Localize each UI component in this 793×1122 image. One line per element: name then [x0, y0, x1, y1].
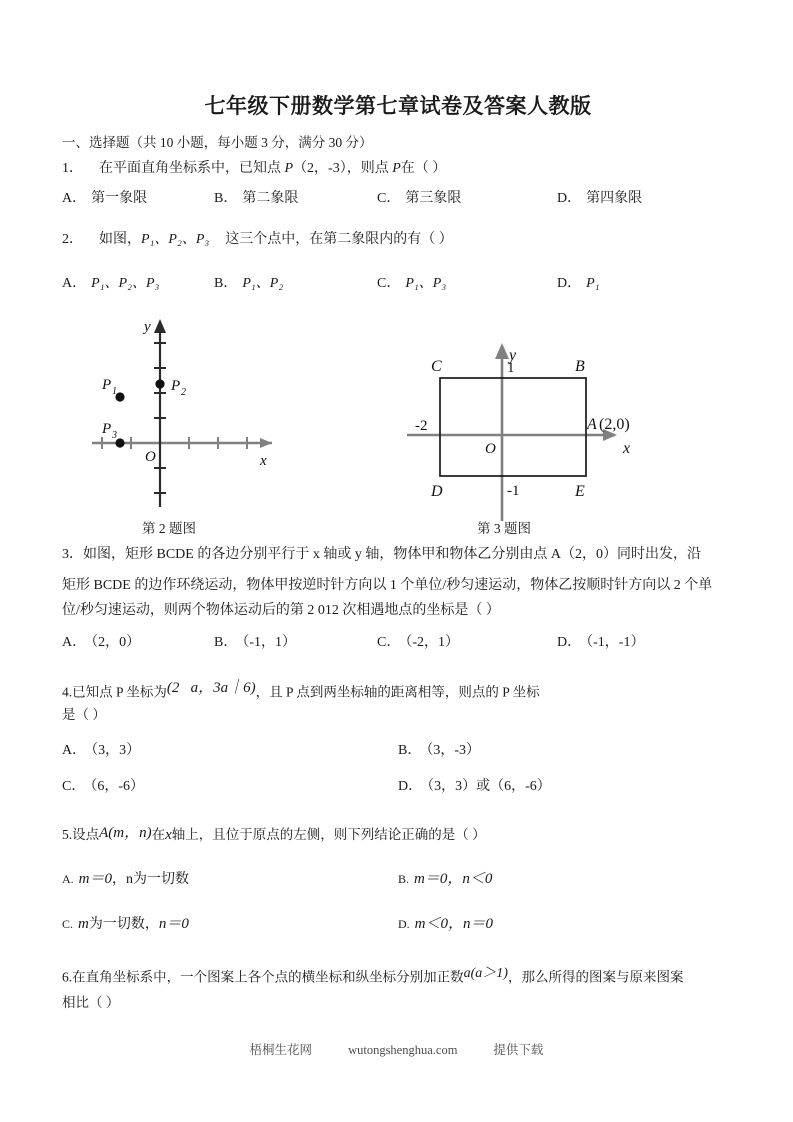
- figure2-label-p2: P: [171, 377, 181, 394]
- question-2: [62, 229, 734, 295]
- figure3-point-a: A: [587, 415, 597, 433]
- question-1: [62, 158, 734, 211]
- question-5: [62, 822, 734, 937]
- option-2c-text: P₁、P₃: [405, 275, 447, 291]
- option-3a-text: （2，0）: [91, 635, 141, 651]
- option-3d-label: D．: [557, 635, 582, 651]
- option-5d-label: D.: [398, 917, 410, 932]
- section-heading: 一、选择题（共 10 小题，每小题 3 分，满分 30 分）: [62, 135, 373, 151]
- figure3-axis-x-label: x: [623, 439, 631, 457]
- question-4-options-row-2: [62, 776, 734, 798]
- question-3-body-2: 矩形 BCDE 的边作环绕运动，物体甲按逆时针方向以 1 个单位/秒匀速运动，物体乙按顺时针方向以 2 个单: [62, 578, 713, 594]
- option-1c[interactable]: [377, 188, 557, 210]
- question-6-stem-line2: 相比（ ）: [62, 995, 120, 1011]
- option-5b-label: B.: [398, 871, 410, 886]
- question-3-line-1: [62, 543, 734, 568]
- option-5c-math: m: [78, 916, 89, 933]
- option-2d[interactable]: [557, 273, 727, 295]
- question-4-stem-line2: 是（ ）: [62, 707, 106, 723]
- option-2b[interactable]: [214, 273, 377, 295]
- option-4d[interactable]: [398, 776, 734, 798]
- question-4-stem: [62, 677, 734, 703]
- option-4b-label: B．: [398, 743, 422, 759]
- question-5-stem-post: 轴上，且位于原点的左侧，则下列结论正确的是（ ）: [171, 826, 486, 842]
- figure2-label-p1: P: [102, 376, 112, 393]
- option-1d[interactable]: [557, 188, 727, 210]
- option-3d[interactable]: [557, 632, 727, 654]
- question-3-options: [62, 632, 734, 654]
- question-5-formula: A(m，n): [99, 824, 152, 841]
- option-1d-text: 第四象限: [586, 191, 643, 207]
- question-5-number: 5.: [62, 826, 73, 842]
- question-4-stem-pre: 已知点 P 坐标为: [72, 684, 167, 700]
- figure2-label-p3: P: [102, 420, 112, 437]
- option-5a-label: A.: [62, 871, 74, 886]
- figure-3-caption: 第 3 题图: [477, 520, 531, 536]
- question-6-stem-post: ，那么所得的图案与原来图案: [507, 969, 684, 985]
- document-content: [62, 94, 734, 1016]
- figure3-vertex-b: B: [575, 357, 585, 375]
- option-3a[interactable]: [62, 632, 214, 654]
- option-2b-text: P₁、P₂: [242, 275, 284, 291]
- option-4a[interactable]: [62, 740, 398, 762]
- figure3-tick-bottom: -1: [507, 482, 520, 499]
- option-4d-label: D．: [398, 778, 423, 794]
- figure2-label-p2-sub: 2: [181, 386, 186, 398]
- figure-question-2: [92, 311, 362, 521]
- option-3b-label: B．: [214, 635, 238, 651]
- option-1c-text: 第三象限: [405, 191, 462, 207]
- question-1-var-p: P: [284, 160, 294, 176]
- option-4b[interactable]: [398, 740, 734, 762]
- question-5-stem-pre: 设点: [72, 826, 100, 842]
- option-5c-text: 为一切数，: [88, 917, 159, 933]
- option-2a-label: A．: [62, 275, 87, 291]
- option-2b-label: B．: [214, 275, 238, 291]
- option-1b-label: B．: [214, 191, 238, 207]
- question-4-formula: (2 a，3a｜6): [166, 679, 256, 696]
- option-1b[interactable]: [214, 188, 377, 210]
- figure2-origin-label: O: [145, 448, 156, 465]
- question-6-stem-pre: 在直角坐标系中，一个图案上各个点的横坐标和纵坐标分别加正数: [72, 969, 464, 985]
- question-5-options-row-1: [62, 867, 734, 891]
- question-2-options: [62, 273, 734, 295]
- question-2-points: P₁、P₂、P₃: [141, 231, 210, 247]
- option-5c[interactable]: [62, 912, 398, 936]
- option-2a-text: P₁、P₂、P₃: [91, 275, 160, 291]
- footer-action: 提供下载: [493, 1043, 544, 1057]
- figure2-axis-x-label: x: [260, 452, 267, 469]
- page-title: 七年级下册数学第七章试卷及答案人教版: [204, 94, 592, 118]
- option-2d-text: P₁: [586, 275, 600, 291]
- figure3-vertex-d: D: [431, 482, 443, 500]
- figure2-point-p2-dot: [155, 379, 164, 388]
- option-5a-math: m＝0: [78, 870, 113, 887]
- question-4-number: 4.: [62, 684, 73, 700]
- option-4c-label: C．: [62, 778, 86, 794]
- option-2c[interactable]: [377, 273, 557, 295]
- option-3b-text: （-1，1）: [242, 635, 297, 651]
- option-5a-text: ，n为一切数: [112, 871, 190, 887]
- question-5-options-row-2: [62, 912, 734, 936]
- footer-site-name: 梧桐生花网: [249, 1043, 313, 1057]
- option-3a-label: A．: [62, 635, 87, 651]
- question-2-number: 2．: [62, 231, 83, 247]
- question-3: [62, 543, 734, 655]
- option-5d[interactable]: [398, 912, 734, 936]
- option-5b[interactable]: [398, 867, 734, 891]
- question-1-stem-tail: 在（ ）: [400, 160, 447, 176]
- question-4-options-row-1: [62, 740, 734, 762]
- option-4d-text: （3，3）或（6，-6）: [427, 778, 551, 794]
- question-5-stem: [62, 822, 734, 847]
- figure3-vertex-c: C: [431, 357, 442, 375]
- figure3-axis-y-label: y: [509, 346, 517, 364]
- question-1-options: [62, 188, 734, 210]
- option-5a[interactable]: [62, 867, 398, 891]
- figure3-tick-left: -2: [415, 417, 428, 434]
- option-3c-text: （-2，1）: [405, 635, 460, 651]
- option-4c-text: （6，-6）: [90, 778, 145, 794]
- question-5-var-x: x: [165, 826, 172, 843]
- option-3d-text: （-1，-1）: [586, 635, 645, 651]
- figure2-axis-y-label: y: [144, 318, 151, 335]
- question-1-stem-pre: 在平面直角坐标系中，已知点: [99, 160, 285, 176]
- question-6: [62, 963, 734, 1014]
- option-4a-label: A．: [62, 743, 87, 759]
- option-3b[interactable]: [214, 632, 377, 654]
- option-5c-math-2: n＝0: [158, 916, 189, 933]
- option-2d-label: D．: [557, 275, 582, 291]
- figure3-point-a-coord: (2,0): [599, 415, 630, 433]
- option-2c-label: C．: [377, 275, 401, 291]
- question-1-number: 1．: [62, 160, 83, 176]
- option-5d-math: m＜0，n＝0: [414, 916, 494, 933]
- option-3c-label: C．: [377, 635, 401, 651]
- option-5b-math: m＝0，n＜0: [414, 870, 493, 887]
- option-1a-text: 第一象限: [91, 191, 148, 207]
- figure-2-caption: 第 2 题图: [142, 520, 196, 536]
- figure3-tick-top: 1: [507, 359, 515, 376]
- question-6-number: 6.: [62, 969, 73, 985]
- question-6-stem: [62, 963, 734, 988]
- option-2a[interactable]: [62, 273, 214, 295]
- option-3c[interactable]: [377, 632, 557, 654]
- option-4b-text: （3，-3）: [426, 743, 481, 759]
- figure3-origin-label: O: [485, 440, 496, 457]
- figure-question-3: [407, 333, 687, 523]
- option-1c-label: C．: [377, 191, 401, 207]
- option-1a[interactable]: [62, 188, 214, 210]
- figure3-rectangle: [440, 378, 586, 476]
- question-2-stem: [62, 229, 734, 251]
- question-2-stem-pre: 如图，: [99, 231, 141, 247]
- question-3-number: 3．: [62, 546, 83, 562]
- question-1-stem-post: （2，-3），则点: [293, 160, 393, 176]
- option-1d-label: D．: [557, 191, 582, 207]
- option-1a-label: A．: [62, 191, 87, 207]
- option-4c[interactable]: [62, 776, 398, 798]
- footer-domain: wutongshenghua.com: [348, 1043, 458, 1057]
- figures-band: [62, 311, 734, 543]
- figure2-label-p3-sub: 3: [112, 429, 117, 441]
- question-3-body-3: 位/秒匀速运动，则两个物体运动后的第 2 012 次相遇地点的坐标是（ ）: [62, 602, 500, 618]
- question-1-var-p2: P: [392, 160, 401, 176]
- option-5c-label: C.: [62, 917, 74, 932]
- question-5-stem-mid: 在: [151, 826, 166, 842]
- question-2-stem-post: 这三个点中，在第二象限内的有（ ）: [225, 231, 453, 247]
- question-6-formula: a(a＞1): [463, 965, 508, 981]
- question-3-body-1: 如图，矩形 BCDE 的各边分别平行于 x 轴或 y 轴，物体甲和物体乙分别由点 A（2，0）同时出发，沿: [83, 546, 701, 562]
- question-4: [62, 677, 734, 798]
- figure3-vertex-e: E: [575, 482, 585, 500]
- question-1-stem: [62, 158, 734, 180]
- option-4a-text: （3，3）: [91, 743, 141, 759]
- page-footer: [0, 1040, 793, 1058]
- figure2-label-p1-sub: 1: [112, 385, 117, 397]
- question-4-stem-post: ，且 P 点到两坐标轴的距离相等，则点的 P 坐标: [255, 684, 540, 700]
- option-1b-text: 第二象限: [242, 191, 299, 207]
